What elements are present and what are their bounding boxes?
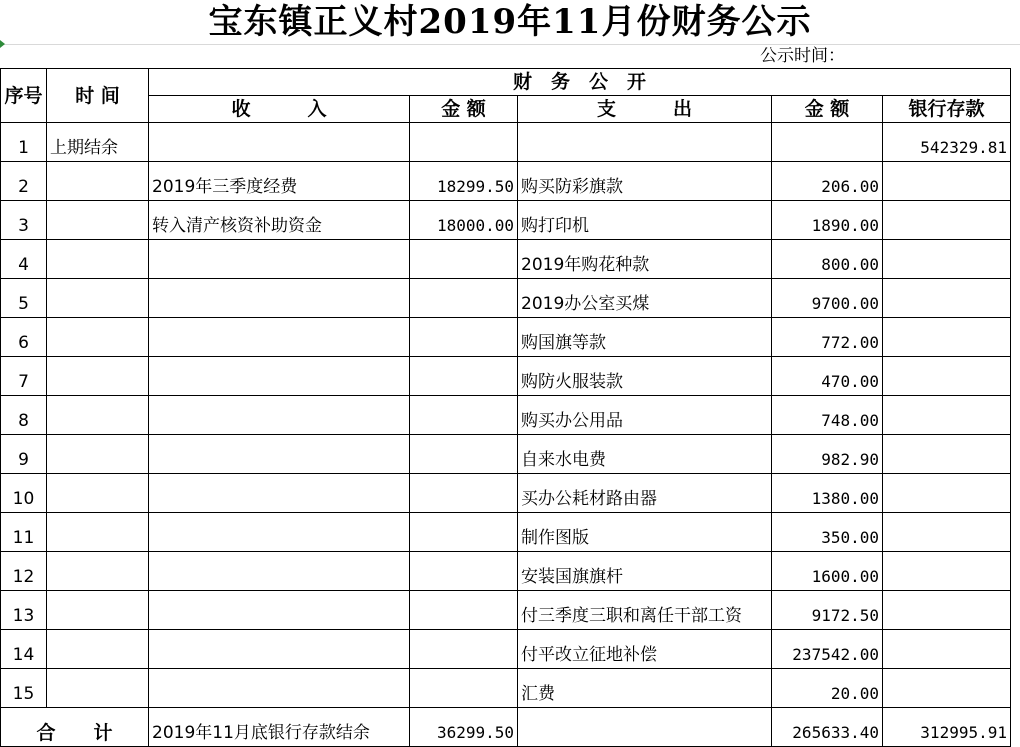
table-row <box>1 240 1011 279</box>
row-seq: 2 <box>1 162 47 201</box>
header-expense: 支 出 <box>518 96 772 123</box>
row-bank-deposit <box>883 552 1011 591</box>
row-time: 上期结余 <box>47 123 149 162</box>
row-bank-deposit <box>883 513 1011 552</box>
row-seq: 15 <box>1 669 47 708</box>
row-expense: 购打印机 <box>518 201 772 240</box>
table-row <box>1 630 1011 669</box>
row-seq: 3 <box>1 201 47 240</box>
row-seq: 12 <box>1 552 47 591</box>
table-row <box>1 513 1011 552</box>
row-bank-deposit <box>883 630 1011 669</box>
table-row <box>1 162 1011 201</box>
row-time <box>47 435 149 474</box>
row-income <box>149 240 410 279</box>
table-row <box>1 201 1011 240</box>
row-income <box>149 396 410 435</box>
row-time <box>47 318 149 357</box>
row-expense-amount: 748.00 <box>772 396 883 435</box>
row-seq: 7 <box>1 357 47 396</box>
row-income: 转入清产核资补助资金 <box>149 201 410 240</box>
row-income-amount <box>410 513 518 552</box>
row-expense: 买办公耗材路由器 <box>518 474 772 513</box>
row-seq: 8 <box>1 396 47 435</box>
row-expense: 购防火服装款 <box>518 357 772 396</box>
row-income-amount <box>410 240 518 279</box>
header-income: 收 入 <box>149 96 410 123</box>
row-seq: 5 <box>1 279 47 318</box>
total-expense <box>518 708 772 747</box>
row-bank-deposit <box>883 279 1011 318</box>
row-bank-deposit <box>883 240 1011 279</box>
row-time <box>47 357 149 396</box>
row-income-amount <box>410 552 518 591</box>
row-seq: 11 <box>1 513 47 552</box>
row-income-amount <box>410 357 518 396</box>
row-income-amount <box>410 396 518 435</box>
table-row <box>1 435 1011 474</box>
row-time <box>47 552 149 591</box>
row-income <box>149 357 410 396</box>
row-expense: 2019年购花种款 <box>518 240 772 279</box>
row-bank-deposit <box>883 591 1011 630</box>
row-income-amount <box>410 123 518 162</box>
row-income-amount: 18000.00 <box>410 201 518 240</box>
row-income-amount <box>410 279 518 318</box>
publish-time-label: 公示时间： <box>760 46 845 66</box>
table-row <box>1 396 1011 435</box>
row-expense: 购国旗等款 <box>518 318 772 357</box>
row-bank-deposit <box>883 162 1011 201</box>
row-expense: 安装国旗旗杆 <box>518 552 772 591</box>
row-time <box>47 396 149 435</box>
table-row <box>1 123 1011 162</box>
row-time <box>47 279 149 318</box>
row-seq: 1 <box>1 123 47 162</box>
row-expense-amount: 1890.00 <box>772 201 883 240</box>
row-bank-deposit <box>883 435 1011 474</box>
row-time <box>47 240 149 279</box>
row-expense: 购买办公用品 <box>518 396 772 435</box>
row-income-amount <box>410 591 518 630</box>
total-income-amount: 36299.50 <box>410 708 518 747</box>
row-bank-deposit <box>883 318 1011 357</box>
row-expense-amount: 9172.50 <box>772 591 883 630</box>
row-income <box>149 474 410 513</box>
header-seq: 序号 <box>1 69 47 123</box>
row-income-amount: 18299.50 <box>410 162 518 201</box>
finance-table <box>0 68 1011 747</box>
total-bank-deposit: 312995.91 <box>883 708 1011 747</box>
table-row <box>1 279 1011 318</box>
row-expense-amount: 470.00 <box>772 357 883 396</box>
row-seq: 6 <box>1 318 47 357</box>
row-time <box>47 630 149 669</box>
row-expense-amount: 982.90 <box>772 435 883 474</box>
header-finance-public: 财 务 公 开 <box>149 69 1011 96</box>
header-expense-amount: 金 额 <box>772 96 883 123</box>
row-expense: 2019办公室买煤 <box>518 279 772 318</box>
row-seq: 14 <box>1 630 47 669</box>
row-income <box>149 513 410 552</box>
header-bank-deposit: 银行存款 <box>883 96 1011 123</box>
row-income-amount <box>410 318 518 357</box>
row-expense: 付三季度三职和离任干部工资 <box>518 591 772 630</box>
row-income-amount <box>410 435 518 474</box>
table-row <box>1 552 1011 591</box>
row-seq: 9 <box>1 435 47 474</box>
sheet-gridline <box>0 44 1020 45</box>
row-expense: 制作图版 <box>518 513 772 552</box>
row-bank-deposit <box>883 201 1011 240</box>
row-seq: 10 <box>1 474 47 513</box>
row-income: 2019年三季度经费 <box>149 162 410 201</box>
row-income <box>149 630 410 669</box>
row-expense <box>518 123 772 162</box>
total-income: 2019年11月底银行存款结余 <box>149 708 410 747</box>
row-income <box>149 591 410 630</box>
row-expense-amount: 800.00 <box>772 240 883 279</box>
row-bank-deposit <box>883 396 1011 435</box>
row-time <box>47 162 149 201</box>
row-income-amount <box>410 630 518 669</box>
row-income <box>149 123 410 162</box>
row-bank-deposit: 542329.81 <box>883 123 1011 162</box>
row-income <box>149 279 410 318</box>
row-time <box>47 201 149 240</box>
row-expense-amount <box>772 123 883 162</box>
header-income-amount: 金 额 <box>410 96 518 123</box>
row-expense-amount: 206.00 <box>772 162 883 201</box>
row-income <box>149 435 410 474</box>
row-expense: 自来水电费 <box>518 435 772 474</box>
row-expense-amount: 772.00 <box>772 318 883 357</box>
table-row <box>1 357 1011 396</box>
row-bank-deposit <box>883 474 1011 513</box>
row-expense-amount: 20.00 <box>772 669 883 708</box>
page-title: 宝东镇正义村2019年11月份财务公示 <box>208 2 812 42</box>
table-row <box>1 474 1011 513</box>
row-expense-amount: 9700.00 <box>772 279 883 318</box>
row-income <box>149 552 410 591</box>
row-expense: 汇费 <box>518 669 772 708</box>
row-income-amount <box>410 474 518 513</box>
row-time <box>47 513 149 552</box>
table-row <box>1 318 1011 357</box>
row-seq: 4 <box>1 240 47 279</box>
row-expense: 付平改立征地补偿 <box>518 630 772 669</box>
row-expense-amount: 350.00 <box>772 513 883 552</box>
row-seq: 13 <box>1 591 47 630</box>
row-time <box>47 591 149 630</box>
row-income <box>149 318 410 357</box>
row-expense-amount: 1600.00 <box>772 552 883 591</box>
row-expense: 购买防彩旗款 <box>518 162 772 201</box>
total-label: 合 计 <box>1 708 149 747</box>
header-time: 时 间 <box>47 69 149 123</box>
row-expense-amount: 237542.00 <box>772 630 883 669</box>
table-row <box>1 591 1011 630</box>
cell-corner-marker-icon <box>0 40 5 48</box>
row-bank-deposit <box>883 357 1011 396</box>
total-expense-amount: 265633.40 <box>772 708 883 747</box>
row-time <box>47 474 149 513</box>
row-expense-amount: 1380.00 <box>772 474 883 513</box>
